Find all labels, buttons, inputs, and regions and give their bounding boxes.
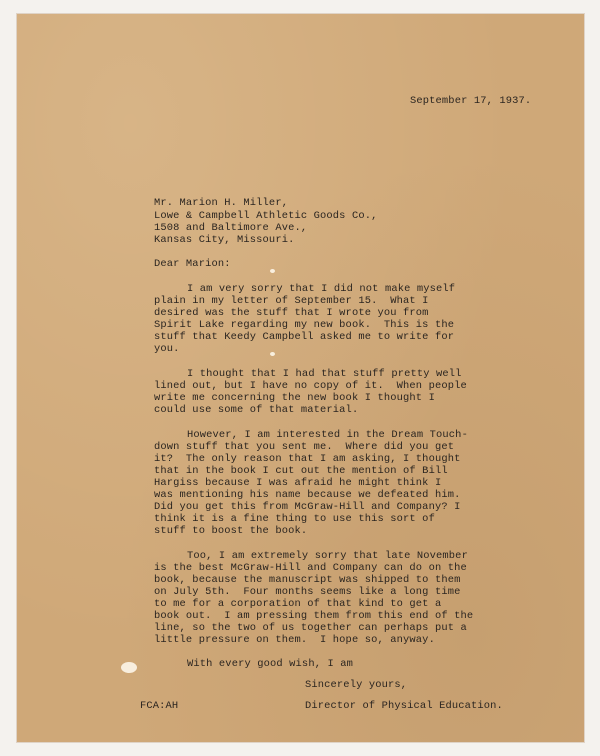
address-line: Lowe & Campbell Athletic Goods Co., (154, 210, 378, 222)
body-line: was mentioning his name because we defeated him. (154, 489, 461, 501)
body-line: is the best McGraw-Hill and Company can do on the (154, 562, 467, 574)
body-line: desired was the stuff that I wrote you from (154, 307, 429, 319)
body-line: you. (154, 343, 180, 355)
body-line: However, I am interested in the Dream Touch- (187, 429, 468, 441)
body-line: stuff that Keedy Campbell asked me to write for (154, 331, 455, 343)
body-line: Did you get this from McGraw-Hill and Company? I (154, 501, 461, 513)
body-line: could use some of that material. (154, 404, 359, 416)
body-line: on July 5th. Four months seems like a long time (154, 586, 461, 598)
signature-title: Director of Physical Education. (305, 700, 503, 712)
body-line: stuff to boost the book. (154, 525, 308, 537)
address-line: 1508 and Baltimore Ave., (154, 222, 308, 234)
letter-date: September 17, 1937. (410, 95, 532, 107)
paper-speck (270, 269, 275, 273)
body-line: book, because the manuscript was shipped to them (154, 574, 461, 586)
salutation: Dear Marion: (154, 258, 231, 270)
body-line: think it is a fine thing to use this sort of (154, 513, 435, 525)
body-line: write me concerning the new book I thought I (154, 392, 435, 404)
body-line: little pressure on them. I hope so, anyway. (154, 634, 435, 646)
paper-smudge (121, 662, 137, 673)
letter-paper (17, 14, 584, 742)
closing-line: With every good wish, I am (187, 658, 354, 670)
body-line: Spirit Lake regarding my new book. This is the (154, 319, 455, 331)
body-line: Too, I am extremely sorry that late November (187, 550, 468, 562)
body-line: it? The only reason that I am asking, I thought (154, 453, 461, 465)
complimentary-close: Sincerely yours, (305, 679, 408, 691)
body-line: that in the book I cut out the mention of Bill (154, 465, 448, 477)
paper-speck (270, 352, 275, 356)
address-line: Mr. Marion H. Miller, (154, 197, 289, 209)
body-line: down stuff that you sent me. Where did you get (154, 441, 455, 453)
body-line: I thought that I had that stuff pretty well (187, 368, 462, 380)
body-line: book out. I am pressing them from this end of the (154, 610, 474, 622)
body-line: lined out, but I have no copy of it. When people (154, 380, 467, 392)
body-line: line, so the two of us together can perhaps put a (154, 622, 467, 634)
body-line: Hargiss because I was afraid he might think I (154, 477, 442, 489)
body-line: to me for a corporation of that kind to get a (154, 598, 442, 610)
body-line: plain in my letter of September 15. What I (154, 295, 429, 307)
typist-initials: FCA:AH (140, 700, 179, 712)
address-line: Kansas City, Missouri. (154, 234, 295, 246)
body-line: I am very sorry that I did not make myself (187, 283, 456, 295)
